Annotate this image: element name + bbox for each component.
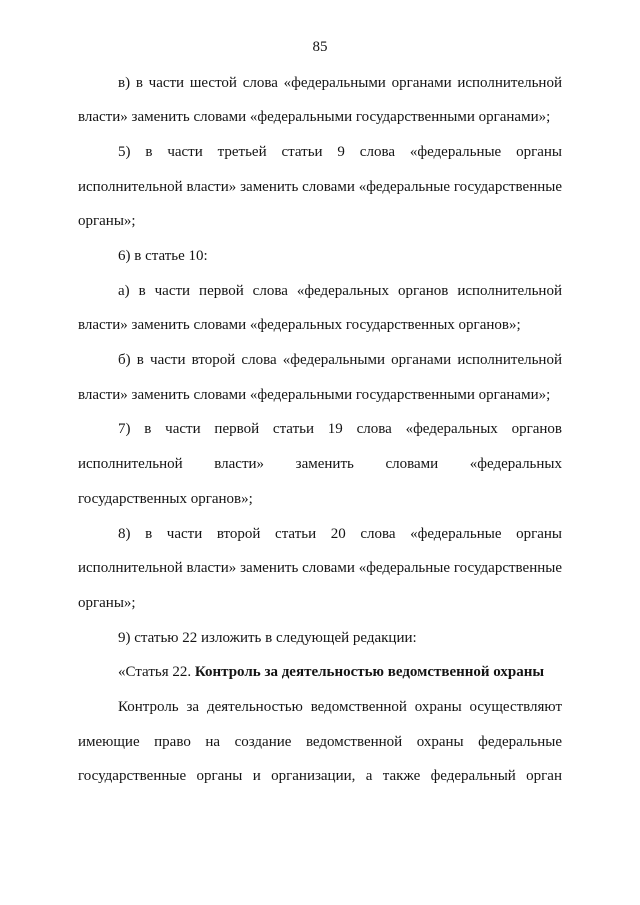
text-line: б) в части второй слова «федеральными органами исполнительной	[118, 352, 562, 369]
clause-6	[78, 239, 562, 274]
text-line: исполнительной власти» заменить словами «федеральные государственные	[78, 178, 562, 195]
text-line: Контроль за деятельностью ведомственной охраны осуществляют	[118, 698, 562, 715]
text-line: 9) статью 22 изложить в следующей редакции:	[118, 629, 417, 646]
article-heading	[78, 655, 562, 690]
text-line: государственные органы и организации, а также федеральный орган	[78, 768, 562, 785]
article-body	[78, 690, 562, 794]
text-line: исполнительной власти» заменить словами «федеральных	[78, 456, 562, 473]
text-line: исполнительной власти» заменить словами «федеральные государственные	[78, 560, 562, 577]
article-heading-prefix: «Статья 22.	[118, 664, 195, 681]
clause-8	[78, 517, 562, 621]
text-line: а) в части первой слова «федеральных органов исполнительной	[118, 282, 562, 299]
text-line: власти» заменить словами «федеральными государственными органами»;	[78, 386, 551, 403]
text-line: в) в части шестой слова «федеральными органами исполнительной	[118, 74, 562, 91]
text-line: 6) в статье 10:	[118, 248, 208, 265]
clause-9	[78, 621, 562, 656]
clause-7	[78, 412, 562, 516]
clause-6-b	[78, 343, 562, 412]
text-line: органы»;	[78, 213, 136, 230]
clause-v	[78, 66, 562, 135]
text-line: имеющие право на создание ведомственной охраны федеральные	[78, 733, 562, 750]
text-line: 7) в части первой статьи 19 слова «федеральных органов	[118, 421, 562, 438]
text-line: органы»;	[78, 594, 136, 611]
clause-5	[78, 135, 562, 239]
text-line: власти» заменить словами «федеральных государственных органов»;	[78, 317, 521, 334]
page-number: 85	[312, 39, 328, 55]
text-line: власти» заменить словами «федеральными государственными органами»;	[78, 109, 551, 126]
text-line: государственных органов»;	[78, 490, 253, 507]
clause-6-a	[78, 274, 562, 343]
text-line: 5) в части третьей статьи 9 слова «федеральные органы	[118, 143, 562, 160]
document-body	[78, 66, 562, 794]
text-line: 8) в части второй статьи 20 слова «федеральные органы	[118, 525, 562, 542]
article-heading-title: Контроль за деятельностью ведомственной охраны	[194, 664, 545, 681]
